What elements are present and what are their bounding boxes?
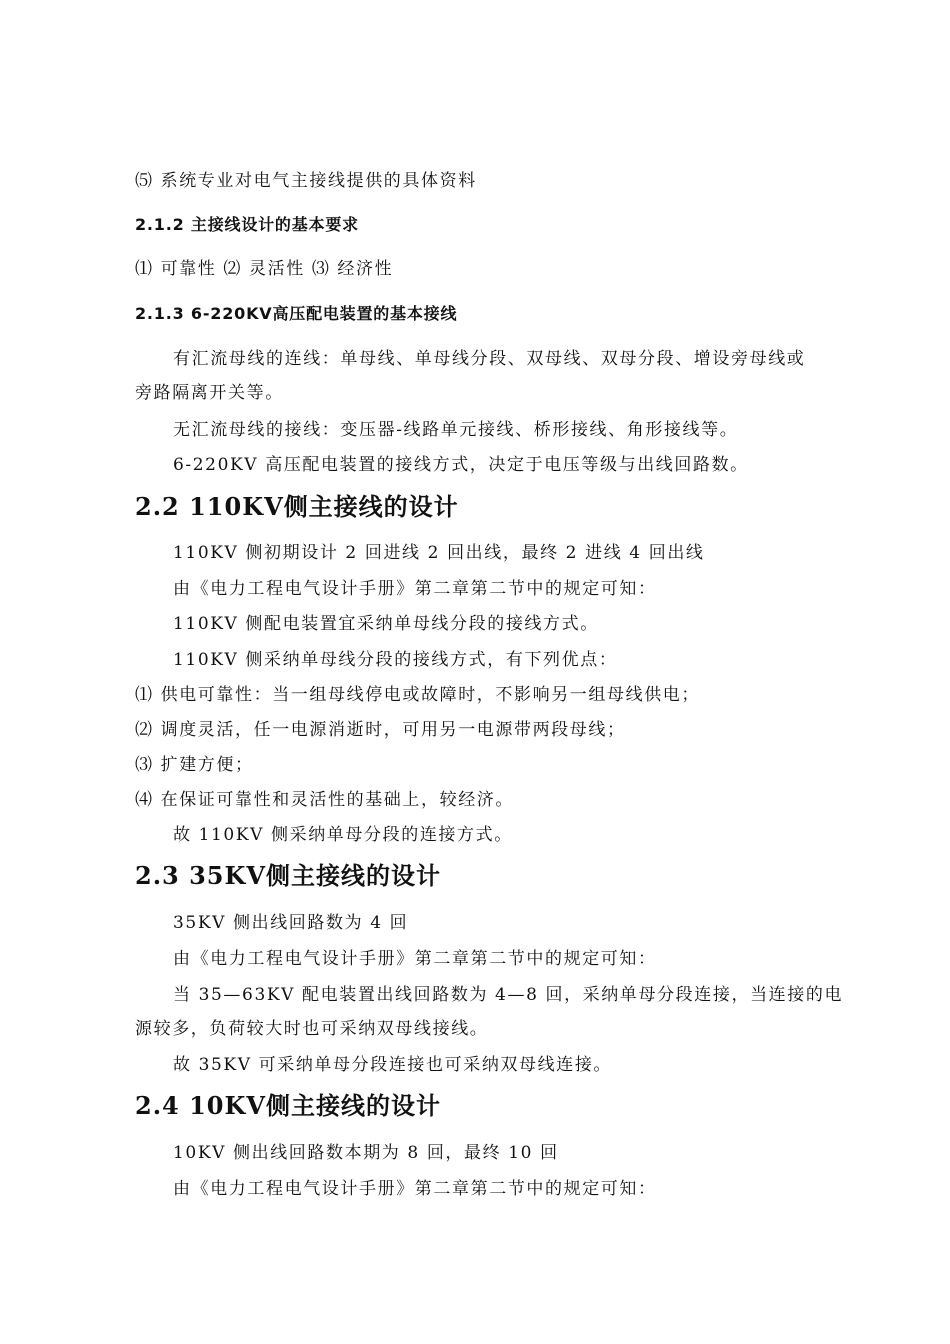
paragraph: 当 35—63KV 配电装置出线回路数为 4—8 回，采纳单母分段连接，当连接的电 <box>173 985 844 1005</box>
paragraph: 源较多，负荷较大时也可采纳双母线接线。 <box>135 1019 489 1039</box>
paragraph: 由《电力工程电气设计手册》第二章第二节中的规定可知： <box>173 579 657 599</box>
section-heading-2-1-3: 2.1.3 6-220KV高压配电装置的基本接线 <box>135 304 458 323</box>
paragraph: 6-220KV 高压配电装置的接线方式，决定于电压等级与出线回路数。 <box>173 455 749 475</box>
paragraph: 由《电力工程电气设计手册》第二章第二节中的规定可知： <box>173 949 657 969</box>
paragraph: 10KV 侧出线回路数本期为 8 回，最终 10 回 <box>173 1143 559 1163</box>
section-heading-2-2: 2.2 110KV侧主接线的设计 <box>135 492 459 521</box>
list-item: ⑴ 可靠性 ⑵ 灵活性 ⑶ 经济性 <box>135 259 394 279</box>
list-item: ⑷ 在保证可靠性和灵活性的基础上，较经济。 <box>135 790 515 810</box>
paragraph: 110KV 侧配电装置宜采纳单母线分段的接线方式。 <box>173 614 599 634</box>
list-item: ⑵ 调度灵活，任一电源消逝时，可用另一电源带两段母线； <box>135 720 626 740</box>
list-item: ⑸ 系统专业对电气主接线提供的具体资料 <box>135 171 477 191</box>
paragraph: 无汇流母线的接线：变压器-线路单元接线、桥形接线、角形接线等。 <box>173 420 739 440</box>
list-item: ⑶ 扩建方便； <box>135 755 254 775</box>
paragraph: 故 110KV 侧采纳单母分段的连接方式。 <box>173 825 513 845</box>
paragraph: 旁路隔离开关等。 <box>135 383 284 403</box>
section-heading-2-3: 2.3 35KV侧主接线的设计 <box>135 861 441 890</box>
paragraph: 110KV 侧初期设计 2 回进线 2 回出线，最终 2 进线 4 回出线 <box>173 543 705 563</box>
list-item: ⑴ 供电可靠性：当一组母线停电或故障时，不影响另一组母线供电； <box>135 685 701 705</box>
paragraph: 35KV 侧出线回路数为 4 回 <box>173 913 409 933</box>
section-heading-2-4: 2.4 10KV侧主接线的设计 <box>135 1091 441 1120</box>
paragraph: 故 35KV 可采纳单母分段连接也可采纳双母线连接。 <box>173 1055 613 1075</box>
section-heading-2-1-2: 2.1.2 主接线设计的基本要求 <box>135 215 359 234</box>
paragraph: 由《电力工程电气设计手册》第二章第二节中的规定可知： <box>173 1179 657 1199</box>
paragraph: 110KV 侧采纳单母线分段的接线方式，有下列优点： <box>173 650 618 670</box>
paragraph: 有汇流母线的连线：单母线、单母线分段、双母线、双母分段、增设旁母线或 <box>173 349 806 369</box>
